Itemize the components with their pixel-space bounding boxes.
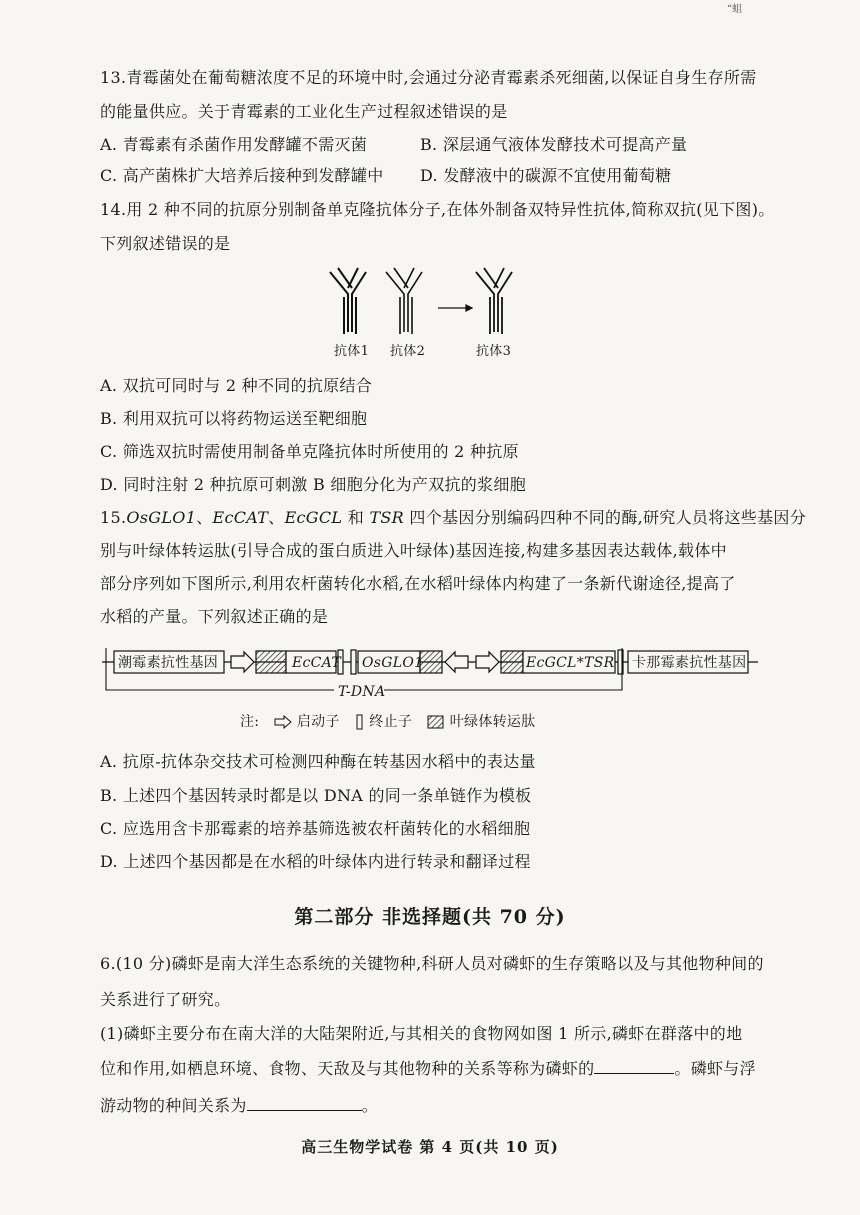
separator: 、 xyxy=(196,508,213,527)
osglo1-label: OsGLO1 xyxy=(362,655,424,671)
q13-option-b: B. 深层通气液体发酵技术可提高产量 xyxy=(420,135,688,154)
q14-stem-line2: 下列叙述错误的是 xyxy=(100,234,231,253)
corner-mark: “蛆 xyxy=(726,4,742,15)
q15-stem-line4: 水稻的产量。下列叙述正确的是 xyxy=(100,607,329,626)
section-2-title: 第二部分 非选择题(共 70 分) xyxy=(294,906,566,928)
legend-terminator: 终止子 xyxy=(369,714,413,730)
conjunction: 和 xyxy=(342,508,370,527)
transit-legend-icon xyxy=(427,715,445,729)
q15-option-c: C. 应选用含卡那霉素的培养基筛选被农杆菌转化的水稻细胞 xyxy=(100,819,531,838)
promoter-legend-icon xyxy=(274,715,292,729)
antibody-3-label: 抗体3 xyxy=(476,344,512,359)
promoter-icon xyxy=(231,652,254,672)
legend-promoter: 启动子 xyxy=(296,714,340,730)
separator: 、 xyxy=(268,508,285,527)
q16-part1-line2-text: 位和作用,如栖息环境、食物、天敌及与其他物种的关系等称为磷虾的 xyxy=(100,1059,595,1078)
q16-part1-line1: (1)磷虾主要分布在南大洋的大陆架附近,与其相关的食物网如图 1 所示,磷虾在群落中的地 xyxy=(100,1024,743,1043)
terminator-icon xyxy=(351,650,356,674)
gene-osglo1: OsGLO1 xyxy=(126,508,197,527)
answer-blank-niche[interactable] xyxy=(594,1059,674,1074)
transit-peptide-icon xyxy=(256,651,286,673)
promoter-icon xyxy=(476,652,499,672)
antibody-3-icon xyxy=(476,268,512,334)
antibody-1-label: 抗体1 xyxy=(334,344,370,359)
q16-part1-line3-text: 游动物的种间关系为 xyxy=(100,1096,247,1115)
antibody-2-icon xyxy=(386,268,422,334)
arrow-right-icon xyxy=(438,305,472,311)
q16-stem-line1: 6.(10 分)磷虾是南大洋生态系统的关键物种,科研人员对磷虾的生存策略以及与其他物种间的 xyxy=(100,954,764,973)
q13-option-c: C. 高产菌株扩大培养后接种到发酵罐中 xyxy=(100,166,384,185)
transit-peptide-icon xyxy=(501,651,523,673)
answer-blank-relationship[interactable] xyxy=(247,1096,362,1111)
gene-tsr: TSR xyxy=(369,508,405,527)
q15-stem-line1 xyxy=(100,508,806,528)
page-footer: 高三生物学试卷 第 4 页(共 10 页) xyxy=(301,1138,559,1156)
promoter-reverse-icon xyxy=(445,652,468,672)
q15-stem-line1-rest: 四个基因分别编码四种不同的酶,研究人员将这些基因分 xyxy=(404,508,807,527)
tdna-label: T-DNA xyxy=(338,684,386,700)
gene-ecgcl: EcGCL xyxy=(284,508,343,527)
q14-stem-line1: 14.用 2 种不同的抗原分别制备单克隆抗体分子,在体外制备双特异性抗体,简称双抗(见下图)。 xyxy=(100,200,775,219)
q13-stem-line2: 的能量供应。关于青霉素的工业化生产过程叙述错误的是 xyxy=(100,102,508,121)
q14-option-d: D. 同时注射 2 种抗原可刺激 B 细胞分化为产双抗的浆细胞 xyxy=(100,475,527,494)
q15-option-b: B. 上述四个基因转录时都是以 DNA 的同一条单链作为模板 xyxy=(100,786,532,805)
diagram-legend xyxy=(240,712,536,732)
q14-option-a: A. 双抗可同时与 2 种不同的抗原结合 xyxy=(100,376,373,395)
tdna-vector-diagram xyxy=(100,640,760,720)
q13-option-a: A. 青霉素有杀菌作用发酵罐不需灭菌 xyxy=(100,135,368,154)
hygromycin-gene-label: 潮霉素抗性基因 xyxy=(118,655,219,671)
antibody-1-icon xyxy=(330,268,366,334)
q16-part1-line3 xyxy=(100,1096,378,1116)
q14-option-c: C. 筛选双抗时需使用制备单克隆抗体时所使用的 2 种抗原 xyxy=(100,442,519,461)
q16-stem-line2: 关系进行了研究。 xyxy=(100,990,231,1009)
q16-part1-line3-end: 。 xyxy=(361,1096,379,1115)
q16-part1-line2-end: 。磷虾与浮 xyxy=(674,1059,756,1078)
q15-option-a: A. 抗原-抗体杂交技术可检测四种酶在转基因水稻中的表达量 xyxy=(100,752,536,771)
q13-option-d: D. 发酵液中的碳源不宜使用葡萄糖 xyxy=(420,166,672,185)
legend-transit-peptide: 叶绿体转运肽 xyxy=(449,714,536,730)
antibody-2-label: 抗体2 xyxy=(390,344,426,359)
q15-stem-line3: 部分序列如下图所示,利用农杆菌转化水稻,在水稻叶绿体内构建了一条新代谢途径,提高了 xyxy=(100,574,736,593)
ecgcl-tsr-label: EcGCL*TSR xyxy=(526,655,615,671)
q15-stem-line2: 别与叶绿体转运肽(引导合成的蛋白质进入叶绿体)基因连接,构建多基因表达载体,载体中 xyxy=(100,541,727,560)
q15-number: 15. xyxy=(100,508,127,527)
q13-stem-line1: 13.青霉菌处在葡萄糖浓度不足的环境中时,会通过分泌青霉素杀死细菌,以保证自身生存所需 xyxy=(100,68,757,87)
q14-option-b: B. 利用双抗可以将药物运送至靶细胞 xyxy=(100,409,368,428)
q16-part1-line2 xyxy=(100,1059,756,1079)
kanamycin-gene-label: 卡那霉素抗性基因 xyxy=(632,655,747,671)
terminator-legend-icon xyxy=(355,714,365,730)
legend-note-prefix: 注: xyxy=(240,714,260,730)
eccat-label: EcCAT xyxy=(292,655,341,671)
q15-option-d: D. 上述四个基因都是在水稻的叶绿体内进行转录和翻译过程 xyxy=(100,852,531,871)
gene-eccat: EcCAT xyxy=(212,508,269,527)
